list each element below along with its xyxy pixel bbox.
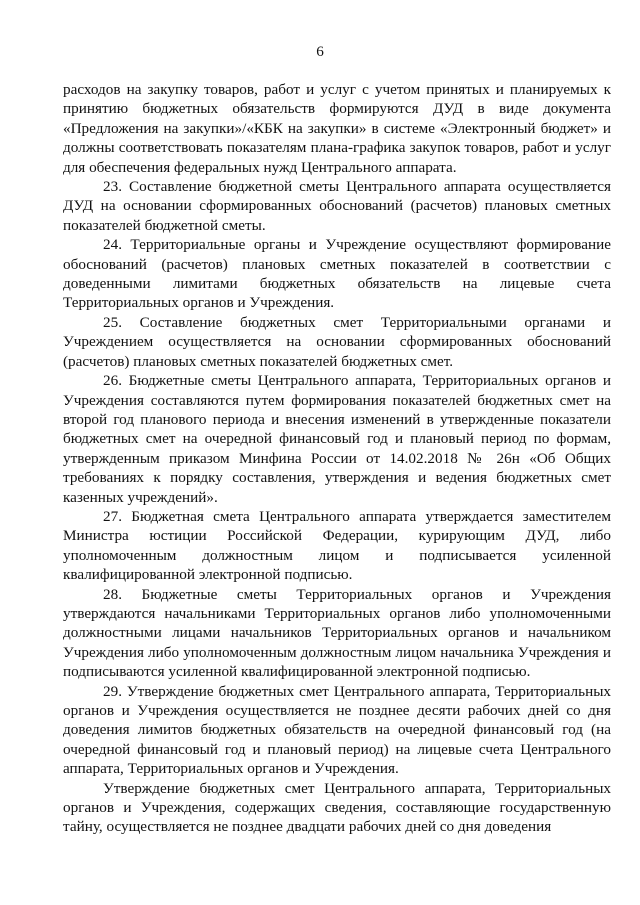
paragraph: 29. Утверждение бюджетных смет Центрального аппарата, Территориальных органов и Учреждения осуществляется не позднее десяти рабочих дней со дня доведения лимитов бюджетных обязательств на очередной финансовый год (на очередной финансовый год и плановый период) на лицевые счета Центрального аппарата, Территориальных органов и Учреждения. xyxy=(63,682,611,778)
paragraph: 23. Составление бюджетной сметы Центрального аппарата осуществляется ДУД на основании сформированных обоснований (расчетов) плановых сметных показателей бюджетной сметы. xyxy=(63,178,611,234)
paragraph: 28. Бюджетные сметы Территориальных органов и Учреждения утверждаются начальниками Территориальных органов либо уполномоченными должностными лицами начальников Территориальных органов и начальником Учреждения либо уполномоченным должностным лицом начальника Учреждения и подписываются усиленной квалифицированной электронной подписью. xyxy=(63,585,611,681)
paragraph: 25. Составление бюджетных смет Территориальными органами и Учреждением осуществляется на основании сформированных обоснований (расчетов) плановых сметных показателей бюджетных смет. xyxy=(63,313,611,370)
paragraph: 27. Бюджетная смета Центрального аппарата утверждается заместителем Министра юстиции Российской Федерации, курирующим ДУД, либо уполномоченным должностным лицом и подписывается усиленной квалифицированной электронной подписью. xyxy=(63,507,611,584)
paragraph: 26. Бюджетные сметы Центрального аппарата, Территориальных органов и Учреждения составляются путем формирования показателей бюджетных смет на второй год планового периода и внесения изменений в утвержденные показатели бюджетных смет на очередной финансовый год и плановый период по формам, утвержденным приказом Минфина России от 14.02.2018 № 26н «Об Общих требованиях к порядку составления, утверждения и ведения бюджетных смет казенных учреждений». xyxy=(63,372,611,506)
paragraph: расходов на закупку товаров, работ и услуг с учетом принятых и планируемых к принятию бюджетных обязательств формируются ДУД в виде документа «Предложения на закупки»/«КБК на закупки» в системе «Электронный бюджет» и должны соответствовать показателям плана-графика закупок товаров, работ и услуг для обеспечения федеральных нужд Центрального аппарата. xyxy=(63,81,611,176)
document-body xyxy=(63,80,611,837)
paragraph: Утверждение бюджетных смет Центрального аппарата, Территориальных органов и Учреждения, содержащих сведения, составляющие государственную тайну, осуществляется не позднее двадцати рабочих дней со дня доведения xyxy=(63,779,611,836)
page-number: 6 xyxy=(316,43,324,60)
paragraph: 24. Территориальные органы и Учреждение осуществляют формирование обоснований (расчетов) плановых сметных показателей в соответствии с доведенными лимитами бюджетных обязательств на лицевые счета Территориальных органов и Учреждения. xyxy=(63,236,611,312)
